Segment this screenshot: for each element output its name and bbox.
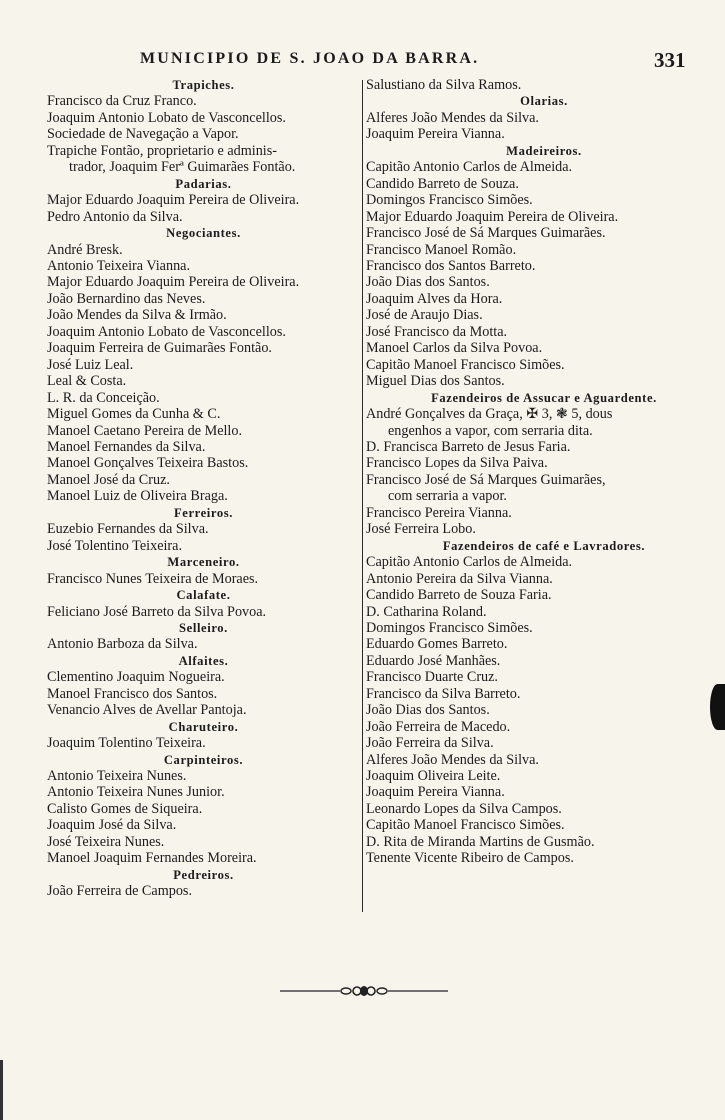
directory-entry: José de Araujo Dias. [366, 307, 483, 324]
directory-entry: Francisco Nunes Teixeira de Moraes. [47, 570, 259, 587]
directory-entry: Francisco dos Santos Barreto. [366, 257, 536, 274]
directory-entry: Alferes João Mendes da Silva. [366, 109, 539, 126]
directory-entry: Sociedade de Navegação a Vapor. [47, 126, 239, 143]
directory-entry: Francisco Pereira Vianna. [366, 504, 512, 521]
directory-entry: Joaquim Alves da Hora. [366, 290, 503, 307]
directory-entry: Francisco Manoel Romão. [366, 241, 517, 258]
directory-entry: Miguel Gomes da Cunha & C. [47, 406, 221, 423]
directory-entry: Calisto Gomes de Siqueira. [47, 800, 203, 817]
directory-entry: João Dias dos Santos. [366, 702, 490, 719]
directory-entry: Manoel Gonçalves Teixeira Bastos. [47, 455, 249, 472]
section-heading: Alfaites. [178, 653, 229, 668]
left-column [47, 77, 360, 900]
section-heading: Carpinteiros. [163, 752, 244, 767]
directory-entry: Venancio Alves de Avellar Pantoja. [47, 702, 247, 719]
section-heading: Calafate. [176, 588, 231, 603]
directory-entry: Candido Barreto de Souza. [366, 175, 519, 192]
directory-entry: Capitão Antonio Carlos de Almeida. [366, 159, 573, 176]
directory-entry: Major Eduardo Joaquim Pereira de Oliveira. [366, 208, 619, 225]
directory-entry: Joaquim Antonio Lobato de Vasconcellos. [47, 109, 286, 126]
directory-entry: Antonio Teixeira Nunes Junior. [47, 784, 225, 801]
directory-entry: Manoel Carlos da Silva Povoa. [366, 340, 543, 357]
directory-entry: André Gonçalves da Graça, ✠ 3, ❃ 5, dous [366, 406, 613, 423]
section-heading: Negociantes. [166, 226, 241, 241]
directory-entry: Antonio Pereira da Silva Vianna. [366, 570, 553, 587]
section-heading: Fazendeiros de café e Lavradores. [442, 538, 646, 553]
directory-entry: Feliciano José Barreto da Silva Povoa. [47, 603, 267, 620]
directory-entry: João Dias dos Santos. [366, 274, 490, 291]
section-heading: Pedreiros. [173, 867, 234, 882]
page-edge-blot [710, 684, 725, 730]
directory-entry: Capitão Manoel Francisco Simões. [366, 817, 565, 834]
right-column [366, 77, 722, 867]
directory-entry: Francisco Duarte Cruz. [366, 669, 498, 686]
section-heading: Olarias. [520, 94, 568, 109]
directory-entry: Alferes João Mendes da Silva. [366, 751, 539, 768]
directory-entry: João Bernardino das Neves. [47, 290, 206, 307]
directory-entry: Antonio Teixeira Vianna. [47, 257, 191, 274]
end-ornament-icon [280, 984, 448, 998]
directory-entry: Domingos Francisco Simões. [366, 192, 533, 209]
directory-entry: Joaquim Ferreira de Guimarães Fontão. [47, 340, 272, 357]
directory-entry: D. Rita de Miranda Martins de Gusmão. [366, 833, 595, 850]
directory-entry: Joaquim Pereira Vianna. [366, 126, 505, 143]
directory-entry: Candido Barreto de Souza Faria. [366, 587, 552, 604]
directory-entry: D. Francisca Barreto de Jesus Faria. [366, 438, 571, 455]
directory-entry: João Mendes da Silva & Irmão. [47, 307, 227, 324]
section-heading: Fazendeiros de Assucar e Aguardente. [431, 390, 657, 405]
directory-entry: Joaquim Tolentino Teixeira. [47, 735, 206, 752]
directory-entry: L. R. da Conceição. [47, 389, 160, 406]
directory-entry: Joaquim José da Silva. [47, 817, 177, 834]
directory-entry: Euzebio Fernandes da Silva. [47, 521, 209, 538]
directory-entry: Domingos Francisco Simões. [366, 619, 533, 636]
directory-entry: Francisco José de Sá Marques Guimarães, [366, 471, 606, 488]
directory-entry: Francisco da Silva Barreto. [366, 685, 521, 702]
running-title: MUNICIPIO DE S. JOAO DA BARRA. [140, 50, 480, 67]
directory-entry: Leonardo Lopes da Silva Campos. [366, 800, 562, 817]
directory-entry: Tenente Vicente Ribeiro de Campos. [366, 850, 574, 867]
directory-entry: Joaquim Oliveira Leite. [366, 768, 501, 785]
directory-entry: José Tolentino Teixeira. [47, 537, 183, 554]
directory-entry: Manoel Joaquim Fernandes Moreira. [47, 850, 257, 867]
directory-entry: Major Eduardo Joaquim Pereira de Oliveira. [47, 192, 300, 209]
directory-entry: Trapiche Fontão, proprietario e adminis- [47, 142, 277, 159]
directory-entry: Salustiano da Silva Ramos. [366, 77, 522, 93]
column-divider [362, 80, 363, 912]
directory-entry: Francisco da Cruz Franco. [47, 93, 197, 110]
directory-entry: Manoel Luiz de Oliveira Braga. [47, 488, 228, 505]
page-number: 331 [654, 48, 686, 72]
directory-entry: Joaquim Antonio Lobato de Vasconcellos. [47, 323, 286, 340]
directory-entry: Clementino Joaquim Nogueira. [47, 669, 225, 686]
directory-entry: Joaquim Pereira Vianna. [366, 784, 505, 801]
directory-entry: Manoel Fernandes da Silva. [47, 438, 206, 455]
directory-entry: Eduardo Gomes Barreto. [366, 636, 508, 653]
directory-entry: Miguel Dias dos Santos. [366, 373, 505, 390]
directory-entry: Antonio Teixeira Nunes. [47, 768, 187, 785]
section-heading: Ferreiros. [173, 505, 234, 520]
directory-entry: Capitão Manoel Francisco Simões. [366, 356, 565, 373]
directory-entry: Manoel José da Cruz. [47, 471, 170, 488]
directory-entry: Capitão Antonio Carlos de Almeida. [366, 554, 573, 571]
page-edge-shadow [0, 1060, 3, 1120]
directory-entry: João Ferreira de Macedo. [366, 718, 511, 735]
section-heading: Madeireiros. [506, 143, 582, 158]
directory-entry: D. Catharina Roland. [366, 603, 487, 620]
directory-entry: José Francisco da Motta. [366, 323, 508, 340]
directory-entry: João Ferreira da Silva. [366, 735, 494, 752]
directory-entry: Major Eduardo Joaquim Pereira de Oliveira. [47, 274, 300, 291]
directory-entry: José Teixeira Nunes. [47, 833, 165, 850]
directory-entry: Pedro Antonio da Silva. [47, 208, 183, 225]
section-heading: Padarias. [175, 176, 232, 191]
directory-entry: Leal & Costa. [47, 373, 127, 390]
section-heading: Marceneiro. [167, 555, 240, 570]
section-heading: Selleiro. [179, 620, 228, 635]
directory-entry: Francisco José de Sá Marques Guimarães. [366, 225, 606, 242]
entry-continuation: trador, Joaquim Ferª Guimarães Fontão. [69, 159, 296, 176]
directory-entry: João Ferreira de Campos. [47, 883, 192, 900]
directory-entry: André Bresk. [47, 241, 123, 258]
entry-continuation: com serraria a vapor. [388, 488, 507, 505]
directory-entry: José Luiz Leal. [47, 356, 134, 373]
directory-entry: Manoel Caetano Pereira de Mello. [47, 422, 243, 439]
section-heading: Trapiches. [172, 78, 235, 92]
directory-entry: Eduardo José Manhães. [366, 652, 501, 669]
directory-entry: Francisco Lopes da Silva Paiva. [366, 455, 548, 472]
directory-entry: Manoel Francisco dos Santos. [47, 685, 218, 702]
section-heading: Charuteiro. [168, 719, 239, 734]
directory-entry: José Ferreira Lobo. [366, 521, 476, 538]
page-header [0, 48, 725, 74]
entry-continuation: engenhos a vapor, com serraria dita. [388, 422, 593, 439]
directory-entry: Antonio Barboza da Silva. [47, 636, 198, 653]
